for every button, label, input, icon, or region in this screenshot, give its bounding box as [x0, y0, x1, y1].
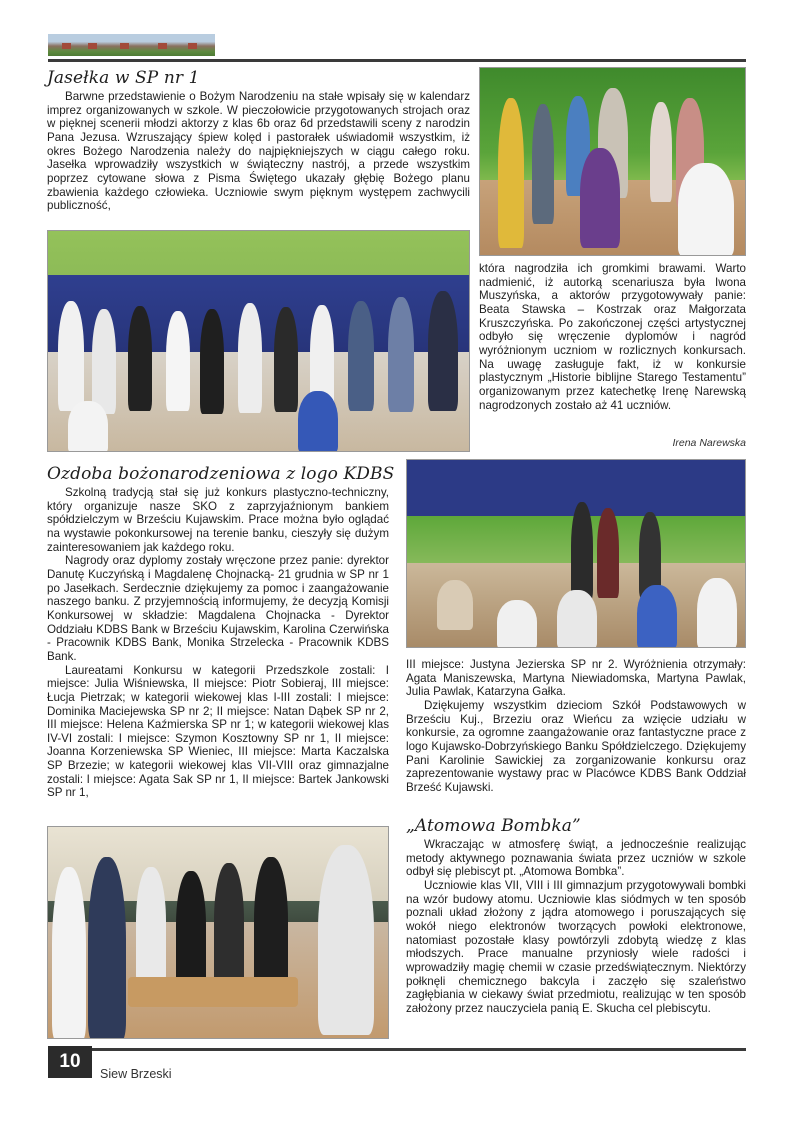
article-jaselka-col2: [479, 262, 746, 412]
figure-shape: [298, 391, 338, 452]
article-paragraph: Barwne przedstawienie o Bożym Narodzeniu na stałe wpisały się w kalendarz imprez organizowanych w szkole. W pieczołowicie przygotowanych strojach oraz w pięknej scenerii młodzi aktorzy z klas 6b oraz 6d przedstawili sceny z narodzin Pana Jezusa. Wzruszający śpiew kolęd i pastorałek uświadomił wszystkim, iż okres Bożego Narodzenia należy do najpiękniejszych w ciągu całego roku. Jasełka wprowadziły wszystkich w świąteczny nastrój, a przede wszystkim poprzez cytowane słowa z Pisma Świętego ukazały głębię Bożego planu zbawienia każdego człowieka. Uczniowie swym pięknym występem zachwycili publiczność,: [47, 90, 470, 213]
article-paragraph: która nagrodziła ich gromkimi brawami. Warto nadmienić, iż autorką scenariusza była Iwona Muszyńska, a aktorów przygotowywały panie: Beata Stawska – Kostrzak oraz Małgorzata Kruszczyńska. Po zakończonej części artystycznej odbyło się wręczenie dyplomów i nagród wyróżnionym uczniom w rozlicznych konkursach. Na uwagę zasługuje fakt, iż w konkursie plastycznym „Historie biblijne Starego Testamentu” organizowanym przez katechetkę Irenę Narewską nagrodzonych zostało aż 41 uczniów.: [479, 262, 746, 412]
article-paragraph: Laureatami Konkursu w kategorii Przedszkole zostali: I miejsce: Julia Wiśniewska, II miejsce: Piotr Sobieraj, III miejsce: Łucja Pietrzak; w kategorii wiekowej klas I-III zostali: I miejsce: Dominika Maciejewska SP nr 2; II miejsce: Natan Dąbek SP nr 2, III miejsce: Helena Kaźmierska SP nr 1; w kategorii wiekowej klas IV-VI zostali: I miejsce: Szymon Kosztowny SP nr 1, II miejsce: Joanna Korzeniewska SP Wieniec, III miejsce: Marta Kaczalska SP Brzezie; w kategorii wiekowej klas VII-VIII oraz gimnazjalne zostali: I miejsce: Agata Sak SP nr 1, II miejsce: Bartek Jankowski SP nr 1,: [47, 663, 389, 800]
figure-shape: [497, 600, 537, 648]
figure-shape: [214, 863, 244, 991]
footer-rule: [48, 1048, 746, 1051]
article-jaselka-col1: [47, 90, 470, 213]
audience-photo: [406, 459, 746, 648]
header-thumbnail-image: [48, 34, 215, 56]
figure-shape: [128, 306, 152, 411]
article-atomowa-text: [406, 838, 746, 1016]
figure-shape: [650, 102, 672, 202]
figure-shape: [274, 307, 298, 412]
figure-shape: [637, 585, 677, 648]
figure-shape: [318, 845, 374, 1035]
article-title-atomowa: „Atomowa Bombka”: [406, 816, 581, 836]
roof-shape: [158, 43, 167, 49]
figure-shape: [678, 163, 734, 256]
figure-shape: [52, 867, 86, 1039]
figure-shape: [58, 301, 84, 411]
figure-shape: [200, 309, 224, 414]
figure-shape: [176, 871, 206, 991]
article-signature: Irena Narewska: [672, 437, 746, 449]
figure-shape: [254, 857, 288, 997]
roof-shape: [188, 43, 197, 49]
figure-shape: [136, 867, 166, 987]
figure-shape: [697, 578, 737, 648]
article-paragraph: Uczniowie klas VII, VIII i III gimnazjum przygotowywali bombki na wzór budowy atomu. Uczniowie klas siódmych w ten sposób poznali układ złożony z jądra atomowego i poruszających się wokół niego elektronów tworzących powłoki elektronowe, natomiast pozostałe klasy powtórzyli zdobytą wiedzę z klas młodszych. Prace manualne przyniosły wiele radości i wprowadziły magię chemii w czasie przedświątecznym. Niektórzy połknęli chemicznego bakcyla i zaczęło się szaleństwo zagłębiania w ciekawy świat przedmiotu, realizując w ten sposób założony przez nauczyciela panią E. Skucha cel plebiscytu.: [406, 878, 746, 1015]
table-shape: [128, 977, 298, 1007]
figure-shape: [166, 311, 190, 411]
roof-shape: [120, 43, 129, 49]
nativity-play-photo: [479, 67, 746, 256]
figure-shape: [348, 301, 374, 411]
article-paragraph: Szkolną tradycją stał się już konkurs plastyczno-techniczny, który organizuje nasze SKO z zaprzyjaźnionym bankiem spółdzielczym w Brześciu Kujawskim. Prace można było oglądać na wystawie pokonkursowej na terenie banku, cieszyły się dużym zainteresowaniem jak każdego roku.: [47, 486, 389, 554]
figure-shape: [388, 297, 414, 412]
figure-shape: [238, 303, 262, 413]
roof-shape: [88, 43, 97, 49]
students-diplomas-photo: [47, 230, 470, 452]
header-rule: [48, 59, 746, 62]
magazine-name: Siew Brzeski: [100, 1067, 172, 1081]
article-kdbs-col1: [47, 486, 389, 800]
article-kdbs-col2: [406, 658, 746, 795]
article-paragraph: Wkraczając w atmosferę świąt, a jednocześnie realizując metody aktywnego poznawania świata przez uczniów w szkole odbył się plebiscyt pt. „Atomowa Bombka”.: [406, 838, 746, 879]
page-number: 10: [48, 1046, 92, 1078]
figure-shape: [571, 502, 593, 600]
figure-shape: [428, 291, 458, 411]
figure-shape: [92, 309, 116, 414]
figure-shape: [88, 857, 126, 1039]
figure-shape: [68, 401, 108, 452]
roof-shape: [62, 43, 71, 49]
classroom-atoms-photo: [47, 826, 389, 1039]
article-paragraph: III miejsce: Justyna Jezierska SP nr 2. Wyróżnienia otrzymały: Agata Maniszewska, Martyna Niewiadomska, Martyna Pawlak, Julia Pawlak, Katarzyna Gałka.: [406, 658, 746, 699]
figure-shape: [437, 580, 473, 630]
figure-shape: [498, 98, 524, 248]
article-paragraph: Nagrody oraz dyplomy zostały wręczone przez panie: dyrektor Danutę Kuczyńską i Magdalenę Chojnacką- 21 grudnia w SP nr 1 po Jasełkach. Serdecznie dziękujemy za pomoc i zaangażowanie naszego banku. Z przyjemnością informujemy, że decyzją Komisji Konkursowej w składzie: Magdalena Chojnacka - Dyrektor Oddziału KDBS Bank w Brześciu Kujawskim, Karolina Czerwińska - Pracownik KDBS Bank, Monika Strzelecka - Pracownik KDBS Bank.: [47, 554, 389, 663]
figure-shape: [597, 508, 619, 598]
figure-shape: [557, 590, 597, 648]
figure-shape: [580, 148, 620, 248]
article-paragraph: Dziękujemy wszystkim dzieciom Szkół Podstawowych w Brześciu Kuj., Brzeziu oraz Wieńcu za wzięcie udziału w konkursie, za ogromne zaangażowanie oraz fantastyczne prace z logo Kujawsko-Dobrzyńskiego Banku Spółdzielczego. Dziękujemy Pani Karolinie Sawickiej za zorganizowanie konkursu oraz zaprezentowanie wystawy prac w Placówce KDBS Bank Oddział Brześć Kujawski.: [406, 698, 746, 794]
article-title-kdbs: Ozdoba bożonarodzeniowa z logo KDBS: [47, 464, 395, 484]
article-title-jaselka: Jasełka w SP nr 1: [47, 68, 200, 88]
figure-shape: [532, 104, 554, 224]
